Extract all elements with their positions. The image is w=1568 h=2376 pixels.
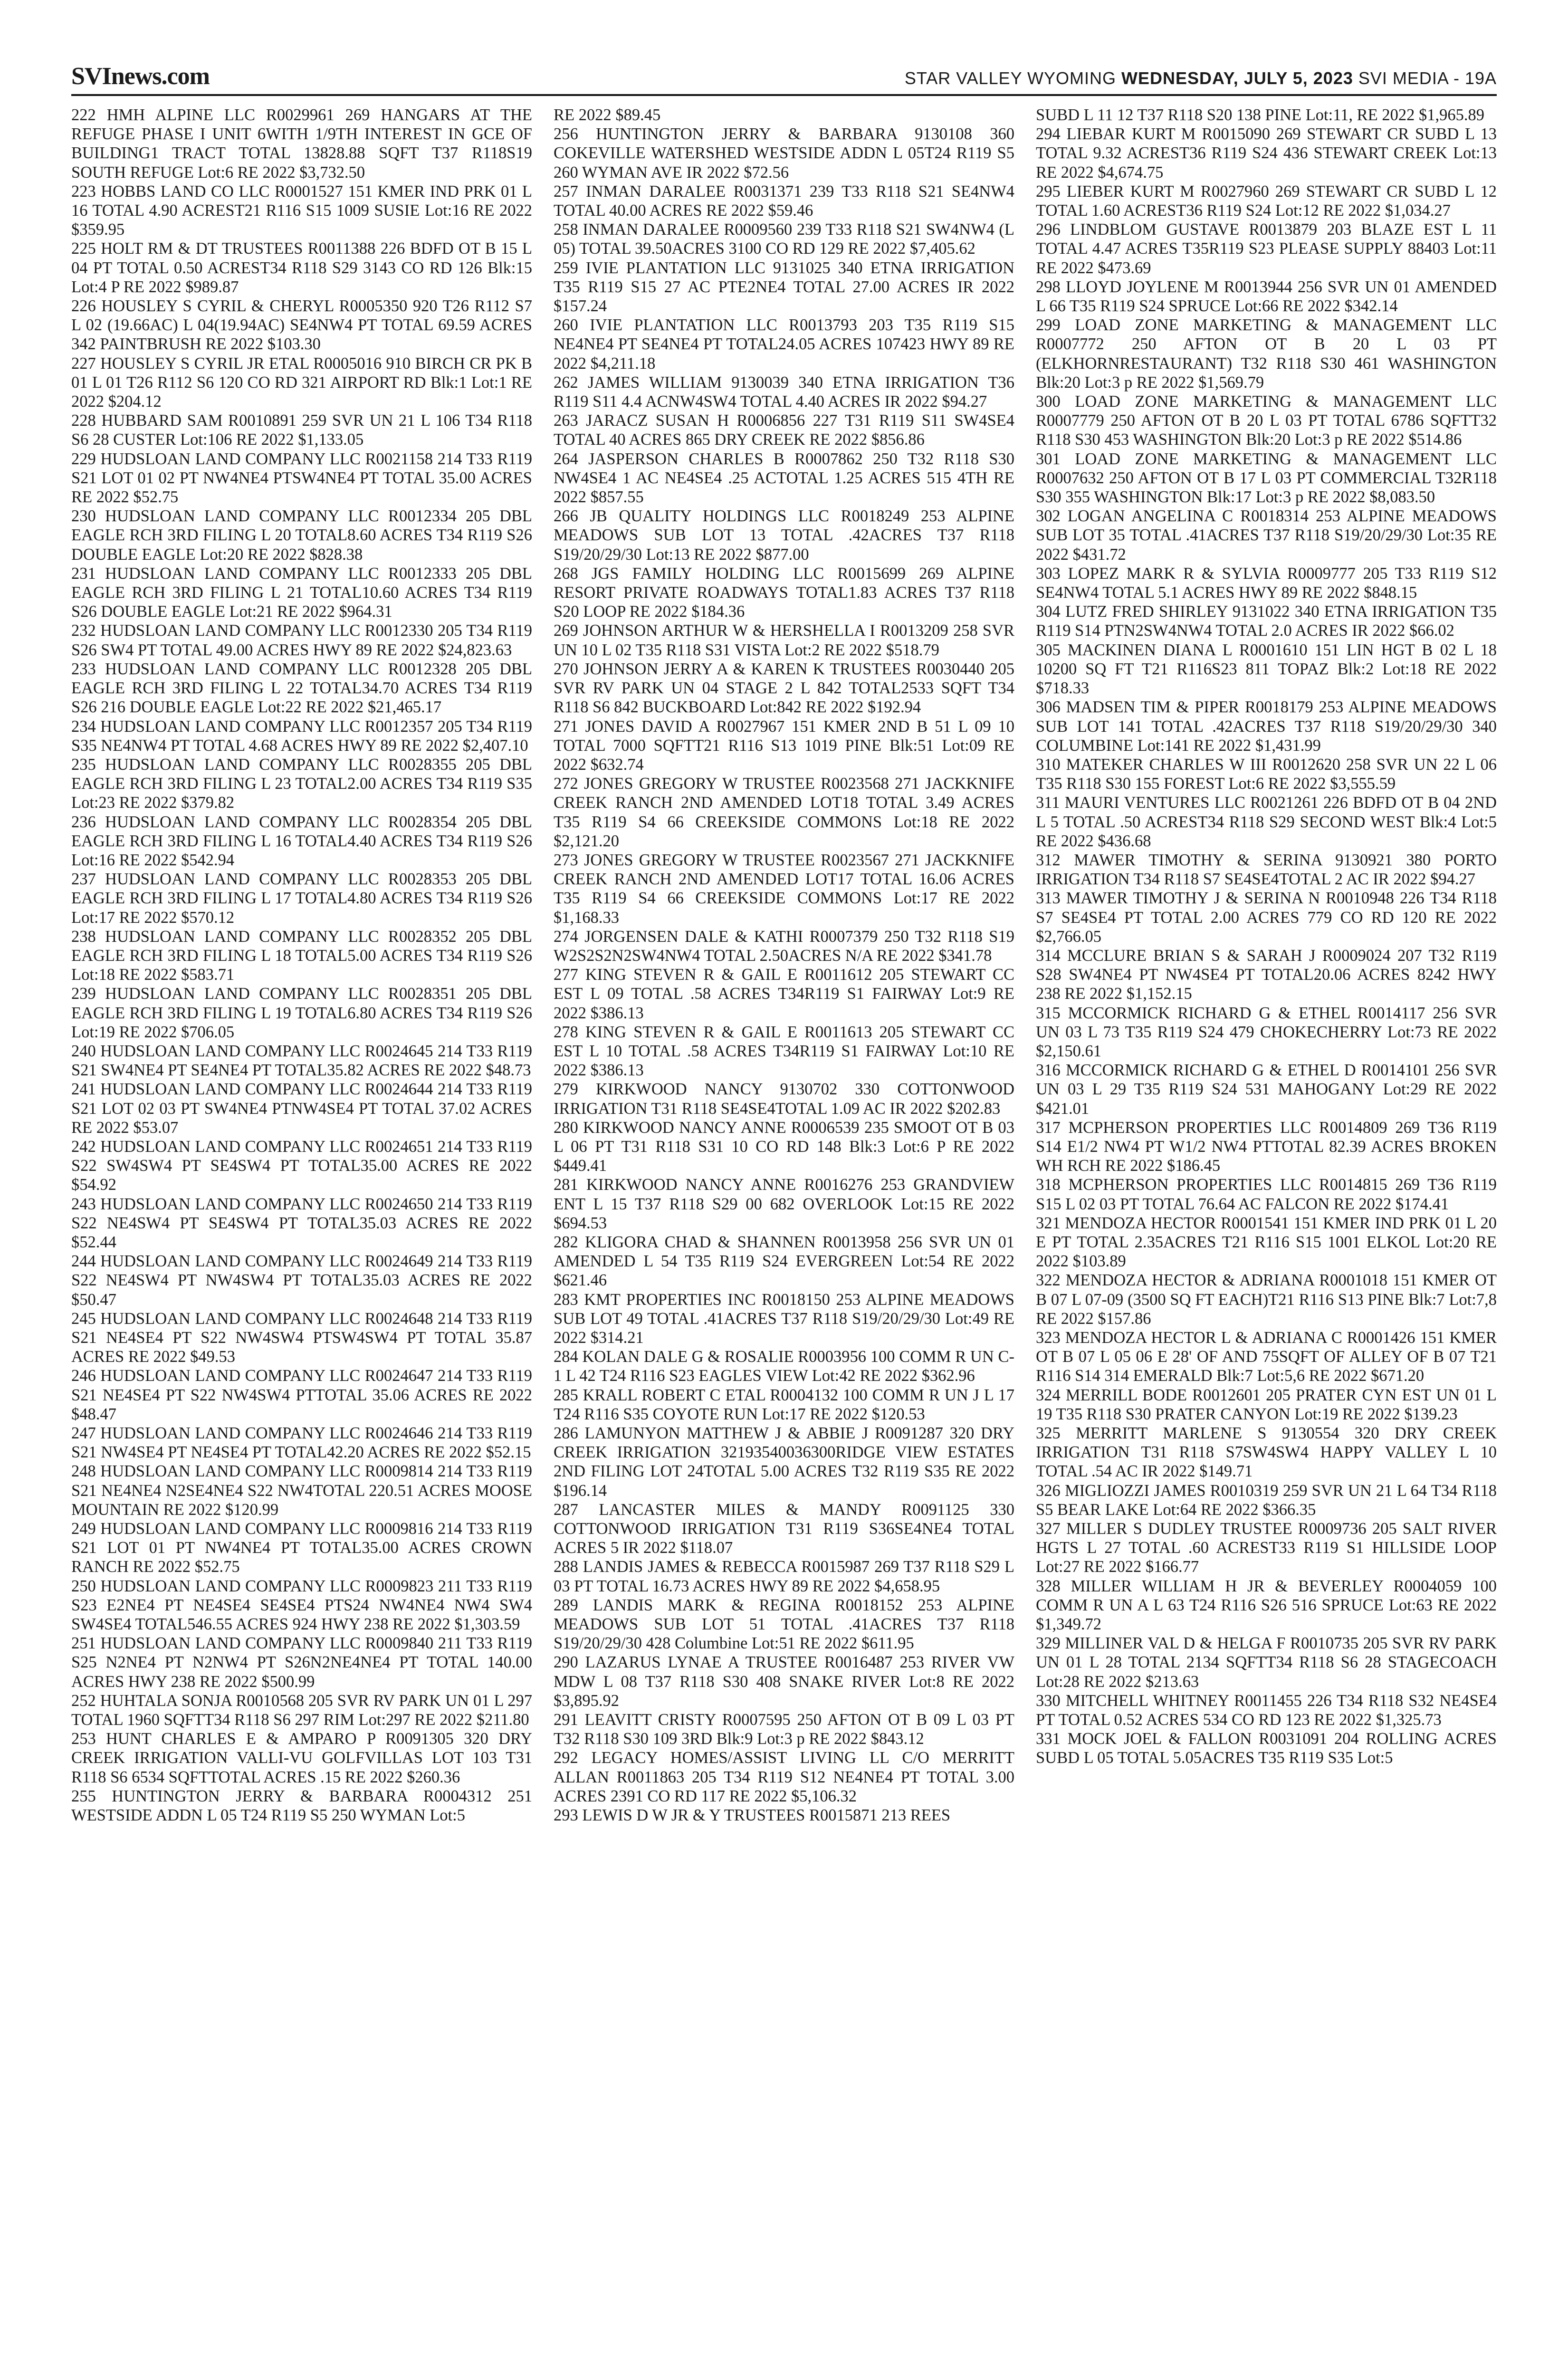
tax-listing-entry: 279 KIRKWOOD NANCY 9130702 330 COTTONWOOD IRRIGATION T31 R118 SE4SE4TOTAL 1.09 AC IR 2022 $202.83 xyxy=(554,1080,1014,1118)
tax-listing-entry: 271 JONES DAVID A R0027967 151 KMER 2ND B 51 L 09 10 TOTAL 7000 SQFTT21 R116 S13 1019 PINE Blk:51 Lot:09 RE 2022 $632.74 xyxy=(554,717,1014,774)
tax-listing-entry: 268 JGS FAMILY HOLDING LLC R0015699 269 ALPINE RESORT PRIVATE ROADWAYS TOTAL1.83 ACRES T37 R118 S20 LOOP RE 2022 $184.36 xyxy=(554,564,1014,621)
tax-listing-entry: 298 LLOYD JOYLENE M R0013944 256 SVR UN 01 AMENDED L 66 T35 R119 S24 SPRUCE Lot:66 RE 2022 $342.14 xyxy=(1036,278,1497,316)
tax-listing-entry: 251 HUDSLOAN LAND COMPANY LLC R0009840 211 T33 R119 S25 N2NE4 PT N2NW4 PT S26N2NE4NE4 PT TOTAL 140.00 ACRES HWY 238 RE 2022 $500.99 xyxy=(71,1634,532,1691)
tax-listing-entry: 283 KMT PROPERTIES INC R0018150 253 ALPINE MEADOWS SUB LOT 49 TOTAL .41ACRES T37 R118 S19/20/29/30 Lot:49 RE 2022 $314.21 xyxy=(554,1290,1014,1347)
tax-listing-entry: 322 MENDOZA HECTOR & ADRIANA R0001018 151 KMER OT B 07 L 07-09 (3500 SQ FT EACH)T21 R116 S13 PINE Blk:7 Lot:7,8 RE 2022 $157.86 xyxy=(1036,1271,1497,1328)
tax-listing-entry: 244 HUDSLOAN LAND COMPANY LLC R0024649 214 T33 R119 S22 NE4SW4 PT NW4SW4 PT TOTAL35.03 ACRES RE 2022 $50.47 xyxy=(71,1252,532,1309)
tax-listing-entry: 324 MERRILL BODE R0012601 205 PRATER CYN EST UN 01 L 19 T35 R118 S30 PRATER CANYON Lot:19 RE 2022 $139.23 xyxy=(1036,1386,1497,1423)
tax-listing-entry: 303 LOPEZ MARK R & SYLVIA R0009777 205 T33 R119 S12 SE4NW4 TOTAL 5.1 ACRES HWY 89 RE 2022 $848.15 xyxy=(1036,564,1497,602)
tax-listing-entry: 257 INMAN DARALEE R0031371 239 T33 R118 S21 SE4NW4 TOTAL 40.00 ACRES RE 2022 $59.46 xyxy=(554,182,1014,220)
tax-listing-entry: 273 JONES GREGORY W TRUSTEE R0023567 271 JACKKNIFE CREEK RANCH 2ND AMENDED LOT17 TOTAL 16.06 ACRES T35 R119 S4 66 CREEKSIDE COMMONS Lot:17 RE 2022 $1,168.33 xyxy=(554,851,1014,927)
tax-listing-entry: 230 HUDSLOAN LAND COMPANY LLC R0012334 205 DBL EAGLE RCH 3RD FILING L 20 TOTAL8.60 ACRES T34 R119 S26 DOUBLE EAGLE Lot:20 RE 2022 $828.38 xyxy=(71,507,532,564)
tax-listing-entry: 262 JAMES WILLIAM 9130039 340 ETNA IRRIGATION T36 R119 S11 4.4 ACNW4SW4 TOTAL 4.40 ACRES IR 2022 $94.27 xyxy=(554,373,1014,411)
tax-listing-entry: 239 HUDSLOAN LAND COMPANY LLC R0028351 205 DBL EAGLE RCH 3RD FILING L 19 TOTAL6.80 ACRES T34 R119 S26 Lot:19 RE 2022 $706.05 xyxy=(71,985,532,1041)
column-3 xyxy=(1036,105,1497,2376)
tax-listing-entry: 325 MERRITT MARLENE S 9130554 320 DRY CREEK IRRIGATION T31 R118 S7SW4SW4 HAPPY VALLEY L 10 TOTAL .54 AC IR 2022 $149.71 xyxy=(1036,1424,1497,1481)
tax-listing-entry: 253 HUNT CHARLES E & AMPARO P R0091305 320 DRY CREEK IRRIGATION VALLI-VU GOLFVILLAS LOT 103 T31 R118 S6 6534 SQFTTOTAL ACRES .15 RE 2022 $260.36 xyxy=(71,1730,532,1786)
tax-listing-entry: 305 MACKINEN DIANA L R0001610 151 LIN HGT B 02 L 18 10200 SQ FT T21 R116S23 811 TOPAZ Blk:2 Lot:18 RE 2022 $718.33 xyxy=(1036,641,1497,698)
tax-listing-entry: 299 LOAD ZONE MARKETING & MANAGEMENT LLC R0007772 250 AFTON OT B 20 L 03 PT (ELKHORNRESTAURANT) T32 R118 S30 461 WASHINGTON Blk:20 Lot:3 p RE 2022 $1,569.79 xyxy=(1036,316,1497,392)
tax-listing-entry: 286 LAMUNYON MATTHEW J & ABBIE J R0091287 320 DRY CREEK IRRIGATION 32193540036300RIDGE VIEW ESTATES 2ND FILING LOT 24TOTAL 5.00 ACRES T32 R119 S35 RE 2022 $196.14 xyxy=(554,1424,1014,1500)
tax-listing-entry: 248 HUDSLOAN LAND COMPANY LLC R0009814 214 T33 R119 S21 NE4NE4 N2SE4NE4 S22 NW4TOTAL 220.51 ACRES MOOSE MOUNTAIN RE 2022 $120.99 xyxy=(71,1462,532,1519)
tax-listing-entry: 246 HUDSLOAN LAND COMPANY LLC R0024647 214 T33 R119 S21 NE4SE4 PT S22 NW4SW4 PTTOTAL 35.06 ACRES RE 2022 $48.47 xyxy=(71,1367,532,1423)
tax-listing-entry: 263 JARACZ SUSAN H R0006856 227 T31 R119 S11 SW4SE4 TOTAL 40 ACRES 865 DRY CREEK RE 2022 $856.86 xyxy=(554,412,1014,449)
tax-listing-entry: 278 KING STEVEN R & GAIL E R0011613 205 STEWART CC EST L 10 TOTAL .58 ACRES T34R119 S1 FAIRWAY Lot:10 RE 2022 $386.13 xyxy=(554,1023,1014,1080)
tax-listing-entry: 266 JB QUALITY HOLDINGS LLC R0018249 253 ALPINE MEADOWS SUB LOT 13 TOTAL .42ACRES T37 R118 S19/20/29/30 Lot:13 RE 2022 $877.00 xyxy=(554,507,1014,564)
tax-listing-entry: 232 HUDSLOAN LAND COMPANY LLC R0012330 205 T34 R119 S26 SW4 PT TOTAL 49.00 ACRES HWY 89 RE 2022 $24,823.63 xyxy=(71,622,532,659)
tax-listing-entry: 296 LINDBLOM GUSTAVE R0013879 203 BLAZE EST L 11 TOTAL 4.47 ACRES T35R119 S23 PLEASE SUPPLY 88403 Lot:11 RE 2022 $473.69 xyxy=(1036,220,1497,277)
tax-listing-entry: 290 LAZARUS LYNAE A TRUSTEE R0016487 253 RIVER VW MDW L 08 T37 R118 S30 408 SNAKE RIVER Lot:8 RE 2022 $3,895.92 xyxy=(554,1653,1014,1710)
tax-listing-entry: 225 HOLT RM & DT TRUSTEES R0011388 226 BDFD OT B 15 L 04 PT TOTAL 0.50 ACREST34 R118 S29 3143 CO RD 126 Blk:15 Lot:4 P RE 2022 $989.87 xyxy=(71,240,532,296)
tax-listing-entry: 250 HUDSLOAN LAND COMPANY LLC R0009823 211 T33 R119 S23 E2NE4 PT NE4SE4 SE4SE4 PTS24 NW4NE4 NW4 SW4 SW4SE4 TOTAL546.55 ACRES 924 HWY 238 RE 2022 $1,303.59 xyxy=(71,1577,532,1634)
tax-listing-entry: RE 2022 $89.45 xyxy=(554,106,661,124)
tax-listing-entry: 295 LIEBER KURT M R0027960 269 STEWART CR SUBD L 12 TOTAL 1.60 ACREST36 R119 S24 Lot:12 RE 2022 $1,034.27 xyxy=(1036,182,1497,220)
site-name: SVInews.com xyxy=(71,63,210,90)
tax-listing-entry: 304 LUTZ FRED SHIRLEY 9131022 340 ETNA IRRIGATION T35 R119 S14 PTN2SW4NW4 TOTAL 2.0 ACRES IR 2022 $66.02 xyxy=(1036,603,1497,640)
tax-listing-entry: 316 MCCORMICK RICHARD G & ETHEL D R0014101 256 SVR UN 03 L 29 T35 R119 S24 531 MAHOGANY Lot:29 RE 2022 $421.01 xyxy=(1036,1061,1497,1118)
tax-listing-entry: 289 LANDIS MARK & REGINA R0018152 253 ALPINE MEADOWS SUB LOT 51 TOTAL .41ACRES T37 R118 S19/20/29/30 428 Columbine Lot:51 RE 2022 $611.95 xyxy=(554,1596,1014,1653)
tax-listing-entry: 321 MENDOZA HECTOR R0001541 151 KMER IND PRK 01 L 20 E PT TOTAL 2.35ACRES T21 R116 S15 1001 ELKOL Lot:20 RE 2022 $103.89 xyxy=(1036,1214,1497,1271)
tax-listing-entry: 236 HUDSLOAN LAND COMPANY LLC R0028354 205 DBL EAGLE RCH 3RD FILING L 16 TOTAL4.40 ACRES T34 R119 S26 Lot:16 RE 2022 $542.94 xyxy=(71,813,532,869)
tax-listing-entry: 222 HMH ALPINE LLC R0029961 269 HANGARS AT THE REFUGE PHASE I UNIT 6WITH 1/9TH INTEREST IN GCE OF BUILDING1 TRACT TOTAL 13828.88 SQFT T37 R118S19 SOUTH REFUGE Lot:6 RE 2022 $3,732.50 xyxy=(71,106,532,182)
tax-listing-entry: 259 IVIE PLANTATION LLC 9131025 340 ETNA IRRIGATION T35 R119 S15 27 AC PTE2NE4 TOTAL 27.00 ACRES IR 2022 $157.24 xyxy=(554,259,1014,316)
tax-listing-entry: 330 MITCHELL WHITNEY R0011455 226 T34 R118 S32 NE4SE4 PT TOTAL 0.52 ACRES 534 CO RD 123 RE 2022 $1,325.73 xyxy=(1036,1691,1497,1729)
tax-listing-entry: 291 LEAVITT CRISTY R0007595 250 AFTON OT B 09 L 03 PT T32 R118 S30 109 3RD Blk:9 Lot:3 p RE 2022 $843.12 xyxy=(554,1711,1014,1748)
tax-listing-entry: 329 MILLINER VAL D & HELGA F R0010735 205 SVR RV PARK UN 01 L 28 TOTAL 2134 SQFTT34 R118 S6 28 STAGECOACH Lot:28 RE 2022 $213.63 xyxy=(1036,1634,1497,1691)
page-section: SVI MEDIA - 19A xyxy=(1358,68,1497,88)
tax-listing-entry: SUBD L 11 12 T37 R118 S20 138 PINE Lot:11, RE 2022 $1,965.89 xyxy=(1036,106,1484,124)
tax-listing-entry: 229 HUDSLOAN LAND COMPANY LLC R0021158 214 T33 R119 S21 LOT 01 02 PT NW4NE4 PTSW4NE4 PT TOTAL 35.00 ACRES RE 2022 $52.75 xyxy=(71,450,532,507)
tax-listing-entry: 318 MCPHERSON PROPERTIES LLC R0014815 269 T36 R119 S15 L 02 03 PT TOTAL 76.64 AC FALCON RE 2022 $174.41 xyxy=(1036,1176,1497,1213)
tax-listing-entry: 260 IVIE PLANTATION LLC R0013793 203 T35 R119 S15 NE4NE4 PT SE4NE4 PT TOTAL24.05 ACRES 107423 HWY 89 RE 2022 $4,211.18 xyxy=(554,316,1014,373)
tax-listing-entry: 233 HUDSLOAN LAND COMPANY LLC R0012328 205 DBL EAGLE RCH 3RD FILING L 22 TOTAL34.70 ACRES T34 R119 S26 216 DOUBLE EAGLE Lot:22 RE 2022 $21,465.17 xyxy=(71,660,532,717)
tax-listing-entry: 243 HUDSLOAN LAND COMPANY LLC R0024650 214 T33 R119 S22 NE4SW4 PT SE4SW4 PT TOTAL35.03 ACRES RE 2022 $52.44 xyxy=(71,1195,532,1251)
tax-listing-entry: 282 KLIGORA CHAD & SHANNEN R0013958 256 SVR UN 01 AMENDED L 54 T35 R119 S24 EVERGREEN Lot:54 RE 2022 $621.46 xyxy=(554,1233,1014,1290)
tax-listing-entry: 284 KOLAN DALE G & ROSALIE R0003956 100 COMM R UN C-1 L 42 T24 R116 S23 EAGLES VIEW Lot:42 RE 2022 $362.96 xyxy=(554,1348,1014,1385)
tax-listing-entry: 292 LEGACY HOMES/ASSIST LIVING LL C/O MERRITT ALLAN R0011863 205 T34 R119 S12 NE4NE4 PT TOTAL 3.00 ACRES 2391 CO RD 117 RE 2022 $5,106.32 xyxy=(554,1749,1014,1805)
tax-listing-entry: 228 HUBBARD SAM R0010891 259 SVR UN 21 L 106 T34 R118 S6 28 CUSTER Lot:106 RE 2022 $1,133.05 xyxy=(71,412,532,449)
tax-listing-entry: 294 LIEBAR KURT M R0015090 269 STEWART CR SUBD L 13 TOTAL 9.32 ACREST36 R119 S24 436 STEWART CREEK Lot:13 RE 2022 $4,674.75 xyxy=(1036,125,1497,182)
tax-listing-entry: 247 HUDSLOAN LAND COMPANY LLC R0024646 214 T33 R119 S21 NW4SE4 PT NE4SE4 PT TOTAL42.20 ACRES RE 2022 $52.15 xyxy=(71,1424,532,1462)
tax-listing-entry: 227 HOUSLEY S CYRIL JR ETAL R0005016 910 BIRCH CR PK B 01 L 01 T26 R112 S6 120 CO RD 321 AIRPORT RD Blk:1 Lot:1 RE 2022 $204.12 xyxy=(71,354,532,411)
tax-listing-entry: 234 HUDSLOAN LAND COMPANY LLC R0012357 205 T34 R119 S35 NE4NW4 PT TOTAL 4.68 ACRES HWY 89 RE 2022 $2,407.10 xyxy=(71,717,532,755)
tax-listing-entry: 226 HOUSLEY S CYRIL & CHERYL R0005350 920 T26 R112 S7 L 02 (19.66AC) L 04(19.94AC) SE4NW4 PT TOTAL 69.59 ACRES 342 PAINTBRUSH RE 2022 $103.30 xyxy=(71,297,532,354)
tax-listing-entry: 328 MILLER WILLIAM H JR & BEVERLEY R0004059 100 COMM R UN A L 63 T24 R116 S26 516 SPRUCE Lot:63 RE 2022 $1,349.72 xyxy=(1036,1577,1497,1634)
tax-listing-entry: 312 MAWER TIMOTHY & SERINA 9130921 380 PORTO IRRIGATION T34 R118 S7 SE4SE4TOTAL 2 AC IR 2022 $94.27 xyxy=(1036,851,1497,889)
tax-listing-entry: 274 JORGENSEN DALE & KATHI R0007379 250 T32 R118 S19 W2S2S2N2SW4NW4 TOTAL 2.50ACRES N/A RE 2022 $341.78 xyxy=(554,927,1014,965)
tax-listing-entry: 272 JONES GREGORY W TRUSTEE R0023568 271 JACKKNIFE CREEK RANCH 2ND AMENDED LOT18 TOTAL 3.49 ACRES T35 R119 S4 66 CREEKSIDE COMMONS Lot:18 RE 2022 $2,121.20 xyxy=(554,775,1014,850)
tax-listing-entry: 326 MIGLIOZZI JAMES R0010319 259 SVR UN 21 L 64 T34 R118 S5 BEAR LAKE Lot:64 RE 2022 $366.35 xyxy=(1036,1481,1497,1519)
tax-listing-entry: 258 INMAN DARALEE R0009560 239 T33 R118 S21 SW4NW4 (L 05) TOTAL 39.50ACRES 3100 CO RD 129 RE 2022 $7,405.62 xyxy=(554,220,1014,258)
tax-listing-entry: 302 LOGAN ANGELINA C R0018314 253 ALPINE MEADOWS SUB LOT 35 TOTAL .41ACRES T37 R118 S19/20/29/30 Lot:35 RE 2022 $431.72 xyxy=(1036,507,1497,564)
legal-notice-body xyxy=(71,105,1497,2376)
column-2 xyxy=(554,105,1014,2376)
tax-listing-entry: 237 HUDSLOAN LAND COMPANY LLC R0028353 205 DBL EAGLE RCH 3RD FILING L 17 TOTAL4.80 ACRES T34 R119 S26 Lot:17 RE 2022 $570.12 xyxy=(71,870,532,927)
tax-listing-entry: 280 KIRKWOOD NANCY ANNE R0006539 235 SMOOT OT B 03 L 06 PT T31 R118 S31 10 CO RD 148 Blk:3 Lot:6 P RE 2022 $449.41 xyxy=(554,1118,1014,1175)
tax-listing-entry: 300 LOAD ZONE MARKETING & MANAGEMENT LLC R0007779 250 AFTON OT B 20 L 03 PT TOTAL 6786 SQFTT32 R118 S30 453 WASHINGTON Blk:20 Lot:3 p RE 2022 $514.86 xyxy=(1036,393,1497,449)
folio-line xyxy=(905,68,1497,88)
tax-listing-entry: 323 MENDOZA HECTOR L & ADRIANA C R0001426 151 KMER OT B 07 L 05 06 E 28' OF AND 75SQFT OF ALLEY OF B 07 T21 R116 S14 314 EMERALD Blk:7 Lot:5,6 RE 2022 $671.20 xyxy=(1036,1329,1497,1385)
tax-listing-entry: 311 MAURI VENTURES LLC R0021261 226 BDFD OT B 04 2ND L 5 TOTAL .50 ACREST34 R118 S29 SECOND WEST Blk:4 Lot:5 RE 2022 $436.68 xyxy=(1036,794,1497,850)
tax-listing-entry: 256 HUNTINGTON JERRY & BARBARA 9130108 360 COKEVILLE WATERSHED WESTSIDE ADDN L 05T24 R119 S5 260 WYMAN AVE IR 2022 $72.56 xyxy=(554,125,1014,182)
tax-listing-entry: 331 MOCK JOEL & FALLON R0031091 204 ROLLING ACRES SUBD L 05 TOTAL 5.05ACRES T35 R119 S35 Lot:5 xyxy=(1036,1730,1497,1767)
tax-listing-entry: 270 JOHNSON JERRY A & KAREN K TRUSTEES R0030440 205 SVR RV PARK UN 04 STAGE 2 L 842 TOTAL2533 SQFT T34 R118 S6 842 BUCKBOARD Lot:842 RE 2022 $192.94 xyxy=(554,660,1014,717)
tax-listing-entry: 317 MCPHERSON PROPERTIES LLC R0014809 269 T36 R119 S14 E1/2 NW4 PT W1/2 NW4 PTTOTAL 82.39 ACRES BROKEN WH RCH RE 2022 $186.45 xyxy=(1036,1118,1497,1175)
tax-listing-entry: 314 MCCLURE BRIAN S & SARAH J R0009024 207 T32 R119 S28 SW4NE4 PT NW4SE4 PT TOTAL20.06 ACRES 8242 HWY 238 RE 2022 $1,152.15 xyxy=(1036,946,1497,1003)
tax-listing-entry: 252 HUHTALA SONJA R0010568 205 SVR RV PARK UN 01 L 297 TOTAL 1960 SQFTT34 R118 S6 297 RIM Lot:297 RE 2022 $211.80 xyxy=(71,1691,532,1729)
tax-listing-entry: 240 HUDSLOAN LAND COMPANY LLC R0024645 214 T33 R119 S21 SW4NE4 PT SE4NE4 PT TOTAL35.82 ACRES RE 2022 $48.73 xyxy=(71,1042,532,1080)
page-header xyxy=(71,61,1497,96)
tax-listing-entry: 235 HUDSLOAN LAND COMPANY LLC R0028355 205 DBL EAGLE RCH 3RD FILING L 23 TOTAL2.00 ACRES T34 R119 S35 Lot:23 RE 2022 $379.82 xyxy=(71,755,532,812)
tax-listing-entry: 315 MCCORMICK RICHARD G & ETHEL R0014117 256 SVR UN 03 L 73 T35 R119 S24 479 CHOKECHERRY Lot:73 RE 2022 $2,150.61 xyxy=(1036,1004,1497,1060)
tax-listing-entry: 255 HUNTINGTON JERRY & BARBARA R0004312 251 WESTSIDE ADDN L 05 T24 R119 S5 250 WYMAN Lot:5 xyxy=(71,1787,532,1825)
tax-listing-entry: 231 HUDSLOAN LAND COMPANY LLC R0012333 205 DBL EAGLE RCH 3RD FILING L 21 TOTAL10.60 ACRES T34 R119 S26 DOUBLE EAGLE Lot:21 RE 2022 $964.31 xyxy=(71,564,532,621)
tax-listing-entry: 238 HUDSLOAN LAND COMPANY LLC R0028352 205 DBL EAGLE RCH 3RD FILING L 18 TOTAL5.00 ACRES T34 R119 S26 Lot:18 RE 2022 $583.71 xyxy=(71,927,532,984)
tax-listing-entry: 223 HOBBS LAND CO LLC R0001527 151 KMER IND PRK 01 L 16 TOTAL 4.90 ACREST21 R116 S15 1009 SUSIE Lot:16 RE 2022 $359.95 xyxy=(71,182,532,239)
tax-listing-entry: 288 LANDIS JAMES & REBECCA R0015987 269 T37 R118 S29 L 03 PT TOTAL 16.73 ACRES HWY 89 RE 2022 $4,658.95 xyxy=(554,1558,1014,1595)
tax-listing-entry: 287 LANCASTER MILES & MANDY R0091125 330 COTTONWOOD IRRIGATION T31 R119 S36SE4NE4 TOTAL ACRES 5 IR 2022 $118.07 xyxy=(554,1500,1014,1557)
tax-listing-entry: 281 KIRKWOOD NANCY ANNE R0016276 253 GRANDVIEW ENT L 15 T37 R118 S29 00 682 OVERLOOK Lot:15 RE 2022 $694.53 xyxy=(554,1176,1014,1232)
tax-listing-entry: 285 KRALL ROBERT C ETAL R0004132 100 COMM R UN J L 17 T24 R116 S35 COYOTE RUN Lot:17 RE 2022 $120.53 xyxy=(554,1386,1014,1423)
publication-name: STAR VALLEY WYOMING xyxy=(904,68,1116,88)
tax-listing-entry: 241 HUDSLOAN LAND COMPANY LLC R0024644 214 T33 R119 S21 LOT 02 03 PT SW4NE4 PTNW4SE4 PT TOTAL 37.02 ACRES RE 2022 $53.07 xyxy=(71,1080,532,1137)
tax-listing-entry: 306 MADSEN TIM & PIPER R0018179 253 ALPINE MEADOWS SUB LOT 141 TOTAL .42ACRES T37 R118 S19/20/29/30 340 COLUMBINE Lot:141 RE 2022 $1,431.99 xyxy=(1036,698,1497,755)
tax-listing-entry: 245 HUDSLOAN LAND COMPANY LLC R0024648 214 T33 R119 S21 NE4SE4 PT S22 NW4SW4 PTSW4SW4 PT TOTAL 35.87 ACRES RE 2022 $49.53 xyxy=(71,1309,532,1366)
tax-listing-entry: 269 JOHNSON ARTHUR W & HERSHELLA I R0013209 258 SVR UN 10 L 02 T35 R118 S31 VISTA Lot:2 RE 2022 $518.79 xyxy=(554,622,1014,659)
tax-listing-entry: 249 HUDSLOAN LAND COMPANY LLC R0009816 214 T33 R119 S21 LOT 01 PT NW4NE4 PT TOTAL35.00 ACRES CROWN RANCH RE 2022 $52.75 xyxy=(71,1520,532,1576)
tax-listing-entry: 313 MAWER TIMOTHY J & SERINA N R0010948 226 T34 R118 S7 SE4SE4 PT TOTAL 2.00 ACRES 779 CO RD 120 RE 2022 $2,766.05 xyxy=(1036,889,1497,946)
tax-listing-entry: 264 JASPERSON CHARLES B R0007862 250 T32 R118 S30 NW4SE4 1 AC NE4SE4 .25 ACTOTAL 1.25 ACRES 515 4TH RE 2022 $857.55 xyxy=(554,450,1014,507)
issue-date: WEDNESDAY, JULY 5, 2023 xyxy=(1121,68,1353,88)
column-1 xyxy=(71,105,532,2376)
tax-listing-entry: 293 LEWIS D W JR & Y TRUSTEES R0015871 213 REES xyxy=(554,1806,951,1825)
tax-listing-entry: 242 HUDSLOAN LAND COMPANY LLC R0024651 214 T33 R119 S22 SW4SW4 PT SE4SW4 PT TOTAL35.00 ACRES RE 2022 $54.92 xyxy=(71,1137,532,1194)
tax-listing-entry: 301 LOAD ZONE MARKETING & MANAGEMENT LLC R0007632 250 AFTON OT B 17 L 03 PT COMMERCIAL T32R118 S30 355 WASHINGTON Blk:17 Lot:3 p RE 2022 $8,083.50 xyxy=(1036,450,1497,507)
tax-listing-entry: 327 MILLER S DUDLEY TRUSTEE R0009736 205 SALT RIVER HGTS L 27 TOTAL .60 ACREST33 R119 S1 HILLSIDE LOOP Lot:27 RE 2022 $166.77 xyxy=(1036,1520,1497,1576)
tax-listing-entry: 277 KING STEVEN R & GAIL E R0011612 205 STEWART CC EST L 09 TOTAL .58 ACRES T34R119 S1 FAIRWAY Lot:9 RE 2022 $386.13 xyxy=(554,966,1014,1022)
tax-listing-entry: 310 MATEKER CHARLES W III R0012620 258 SVR UN 22 L 06 T35 R118 S30 155 FOREST Lot:6 RE 2022 $3,555.59 xyxy=(1036,755,1497,793)
